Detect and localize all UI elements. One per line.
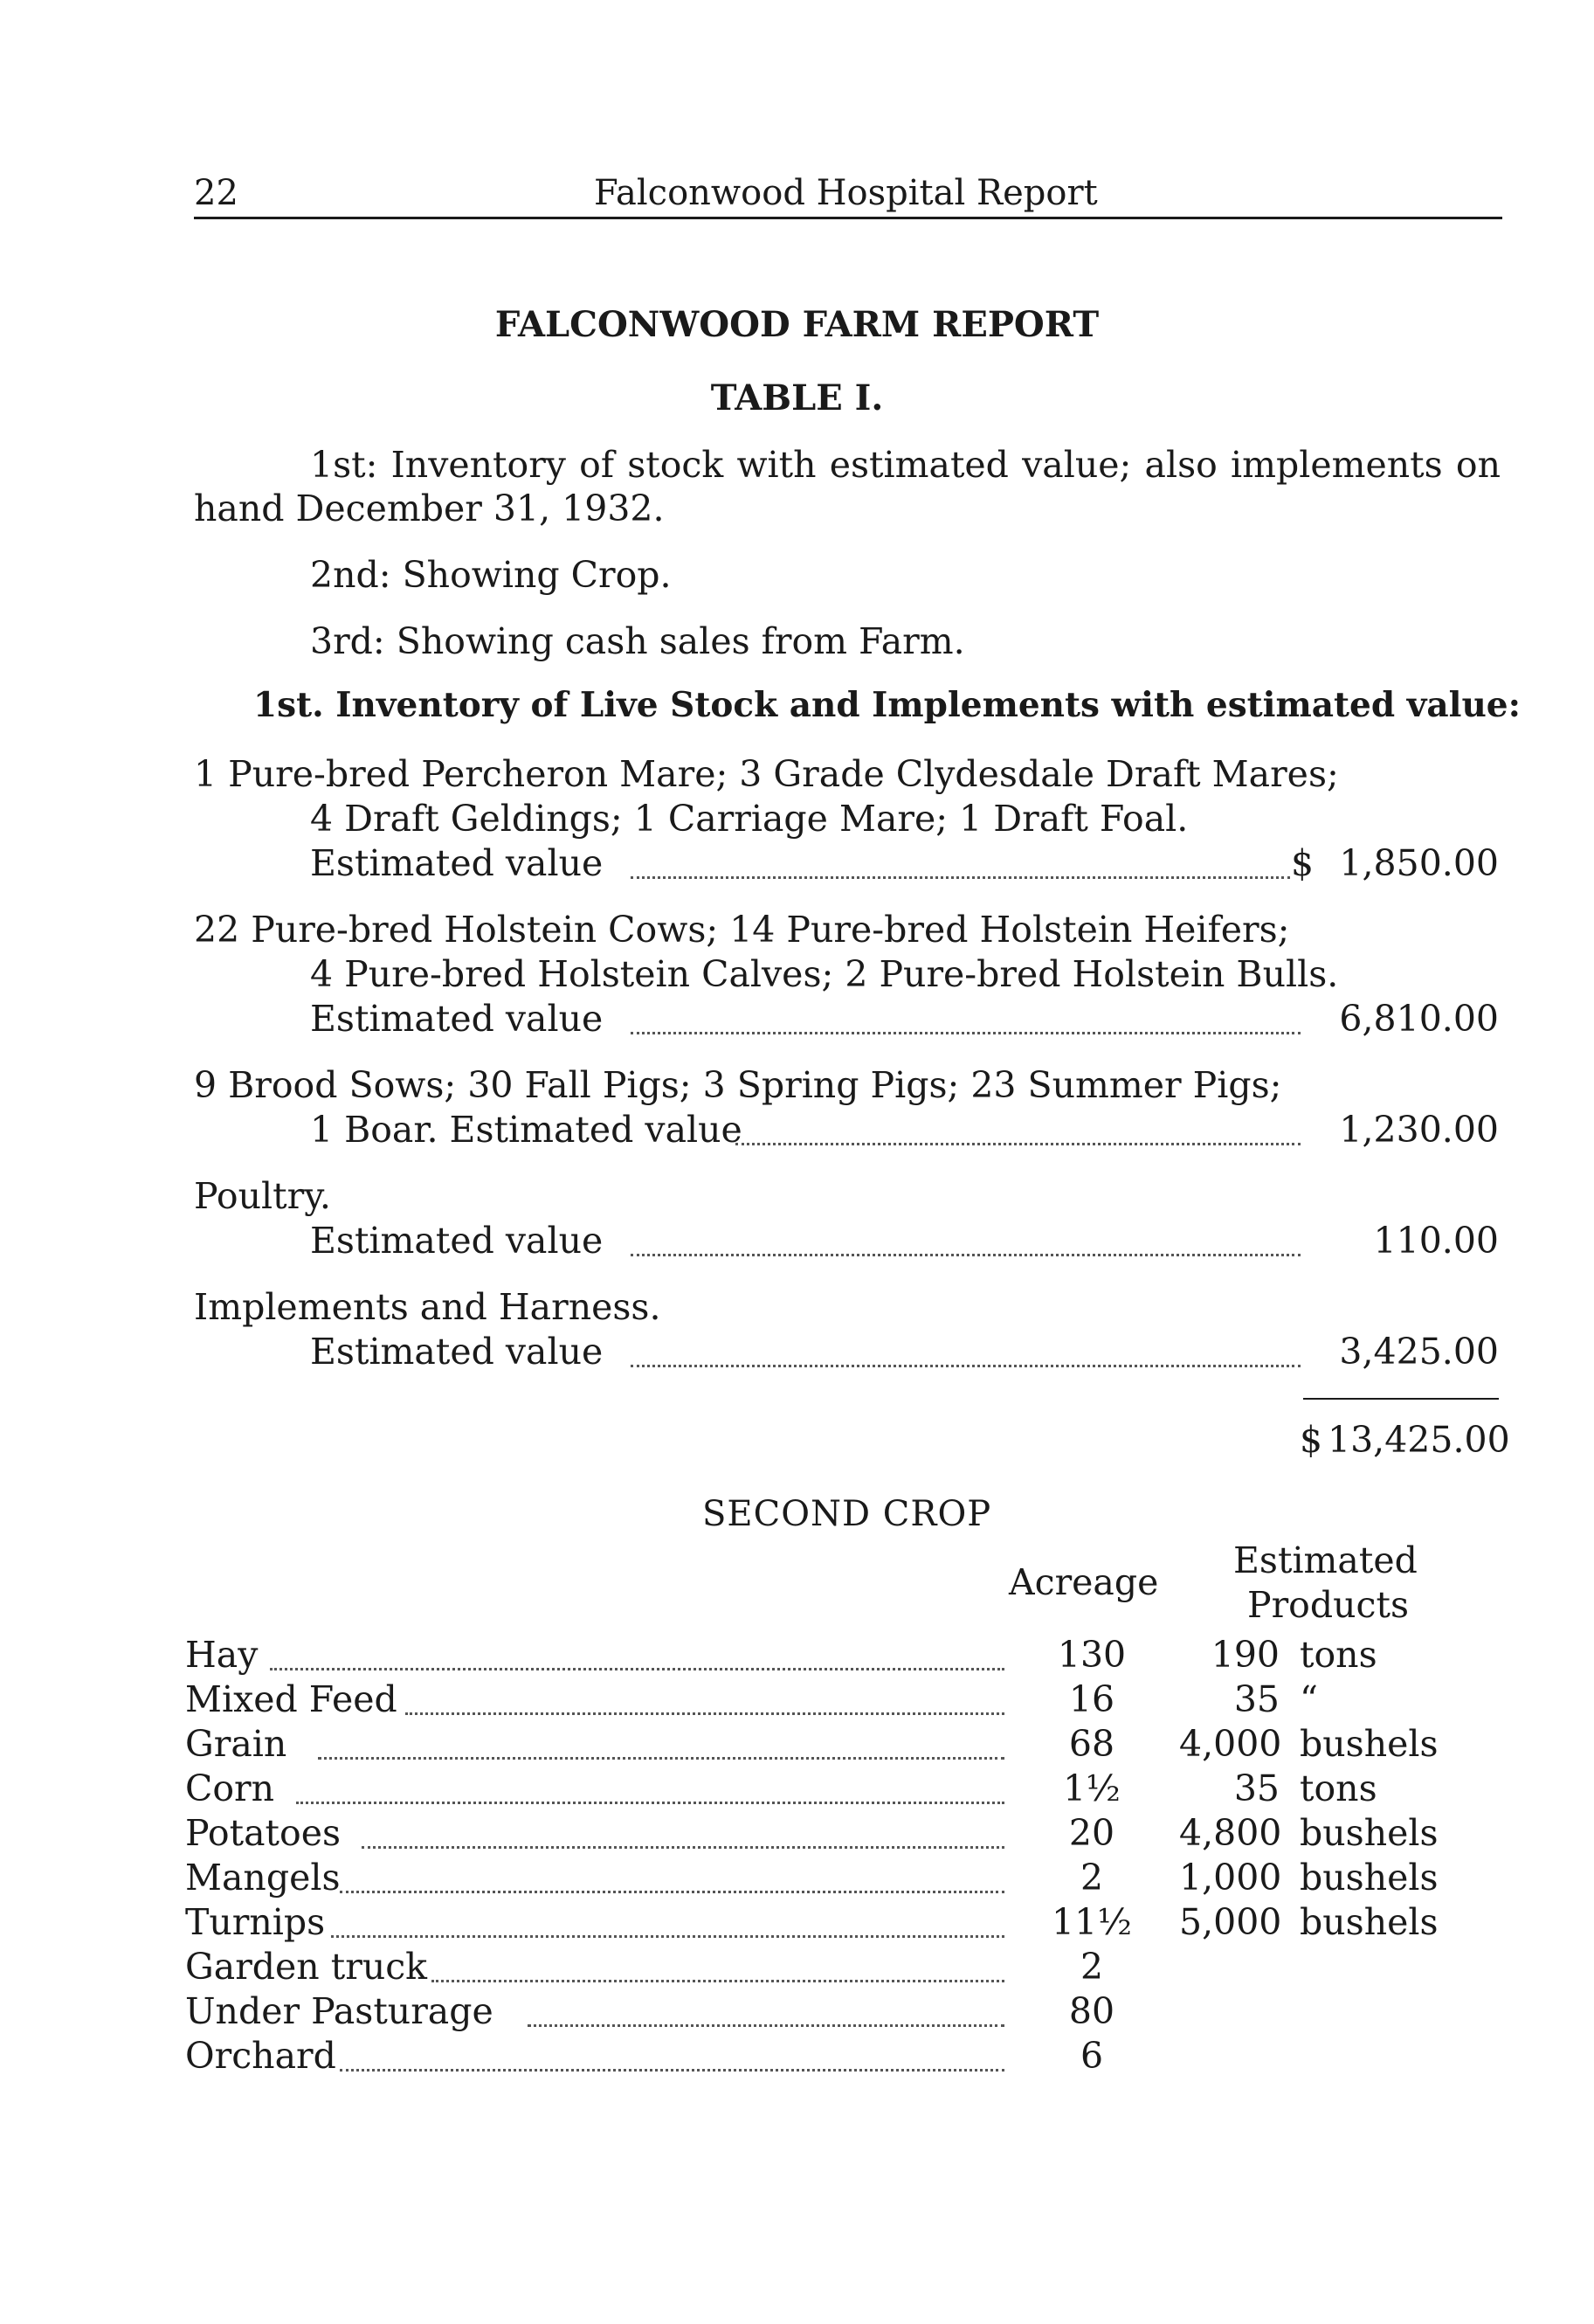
- inventory-amount: 1,850.00: [1339, 842, 1499, 884]
- crop-name: Corn: [185, 1767, 275, 1809]
- acreage-column-header: Acreage: [1009, 1561, 1159, 1603]
- crop-unit: bushels: [1300, 1723, 1439, 1765]
- crop-unit: bushels: [1300, 1901, 1439, 1943]
- dot-leader: [631, 876, 1290, 879]
- intro-item2: 2nd: Showing Crop.: [310, 554, 672, 596]
- page-number: 22: [194, 173, 238, 213]
- total-rule: [1303, 1398, 1499, 1400]
- dot-leader: [431, 1980, 1004, 1982]
- report-title: FALCONWOOD FARM REPORT: [494, 304, 1100, 345]
- crop-acreage: 16: [1068, 1678, 1115, 1720]
- running-title: Falconwood Hospital Report: [594, 173, 1098, 213]
- currency-symbol: $: [1291, 842, 1315, 884]
- dot-leader: [735, 1143, 1301, 1145]
- crop-acreage: 130: [1057, 1634, 1127, 1676]
- inventory-amount: 110.00: [1373, 1220, 1499, 1262]
- crop-quantity: 1,000: [1179, 1857, 1282, 1899]
- crop-unit: “: [1300, 1678, 1318, 1720]
- inventory-heading: 1st. Inventory of Live Stock and Implements with estimated value:: [253, 685, 1522, 725]
- inventory-label: Estimated value: [310, 1331, 604, 1373]
- crop-name: Mixed Feed: [185, 1678, 397, 1720]
- inventory-amount: 3,425.00: [1339, 1331, 1499, 1373]
- inventory-label: 1 Boar. Estimated value: [310, 1109, 742, 1151]
- crop-acreage: 1½: [1063, 1767, 1121, 1809]
- estimated-column-header: Products: [1247, 1584, 1410, 1626]
- dot-leader: [631, 1365, 1301, 1367]
- dot-leader: [631, 1254, 1301, 1256]
- inventory-total: 13,425.00: [1328, 1419, 1510, 1461]
- intro-item1-line2: hand December 31, 1932.: [194, 488, 665, 529]
- dot-leader: [340, 1891, 1004, 1893]
- inventory-amount: 6,810.00: [1339, 998, 1499, 1040]
- inventory-item-line: Poultry.: [194, 1175, 331, 1217]
- crop-name: Grain: [185, 1723, 287, 1765]
- inventory-item-line: 4 Draft Geldings; 1 Carriage Mare; 1 Draft Foal.: [310, 798, 1189, 840]
- crop-name: Garden truck: [185, 1946, 428, 1988]
- crop-quantity: 5,000: [1179, 1901, 1282, 1943]
- inventory-label: Estimated value: [310, 1220, 604, 1262]
- dot-leader: [296, 1802, 1004, 1804]
- crop-unit: bushels: [1300, 1812, 1439, 1854]
- inventory-item-line: 1 Pure-bred Percheron Mare; 3 Grade Clydesdale Draft Mares;: [194, 753, 1339, 795]
- inventory-label: Estimated value: [310, 998, 604, 1040]
- inventory-item-line: 22 Pure-bred Holstein Cows; 14 Pure-bred Holstein Heifers;: [194, 909, 1290, 951]
- crop-quantity: 35: [1233, 1767, 1280, 1809]
- crop-name: Under Pasturage: [185, 1990, 493, 2032]
- dot-leader: [362, 1846, 1004, 1849]
- crop-unit: tons: [1300, 1767, 1377, 1809]
- crop-acreage: 20: [1068, 1812, 1115, 1854]
- crop-name: Orchard: [185, 2035, 336, 2077]
- dot-leader: [318, 1757, 1004, 1760]
- dot-leader: [340, 2069, 1004, 2072]
- crop-quantity: 190: [1211, 1634, 1280, 1676]
- crop-acreage: 68: [1068, 1723, 1115, 1765]
- crop-name: Mangels: [185, 1857, 341, 1899]
- crop-acreage: 2: [1080, 1946, 1104, 1988]
- inventory-amount: 1,230.00: [1339, 1109, 1499, 1151]
- table-title: TABLE I.: [710, 377, 884, 418]
- dot-leader: [528, 2024, 1004, 2027]
- inventory-item-line: 4 Pure-bred Holstein Calves; 2 Pure-bred Holstein Bulls.: [310, 953, 1339, 995]
- currency-symbol: $: [1300, 1419, 1323, 1461]
- crop-unit: bushels: [1300, 1857, 1439, 1899]
- crop-quantity: 4,800: [1179, 1812, 1282, 1854]
- crop-unit: tons: [1300, 1634, 1377, 1676]
- crop-name: Potatoes: [185, 1812, 341, 1854]
- dot-leader: [405, 1712, 1004, 1715]
- crop-quantity: 35: [1233, 1678, 1280, 1720]
- crop-acreage: 11½: [1052, 1901, 1132, 1943]
- dot-leader: [270, 1668, 1004, 1670]
- intro-item1-line1: 1st: Inventory of stock with estimated value; also implements on: [310, 444, 1501, 486]
- estimated-column-header: Estimated: [1233, 1539, 1418, 1581]
- crop-acreage: 80: [1068, 1990, 1115, 2032]
- crop-quantity: 4,000: [1179, 1723, 1282, 1765]
- inventory-item-line: Implements and Harness.: [194, 1286, 661, 1328]
- crop-heading: SECOND CROP: [702, 1494, 992, 1534]
- dot-leader: [631, 1032, 1301, 1034]
- crop-name: Hay: [185, 1634, 259, 1676]
- inventory-label: Estimated value: [310, 842, 604, 884]
- inventory-item-line: 9 Brood Sows; 30 Fall Pigs; 3 Spring Pigs; 23 Summer Pigs;: [194, 1064, 1282, 1106]
- crop-acreage: 6: [1080, 2035, 1104, 2077]
- dot-leader: [331, 1935, 1004, 1938]
- crop-name: Turnips: [185, 1901, 326, 1943]
- crop-acreage: 2: [1080, 1857, 1104, 1899]
- intro-item3: 3rd: Showing cash sales from Farm.: [310, 620, 965, 662]
- header-rule: [194, 217, 1502, 219]
